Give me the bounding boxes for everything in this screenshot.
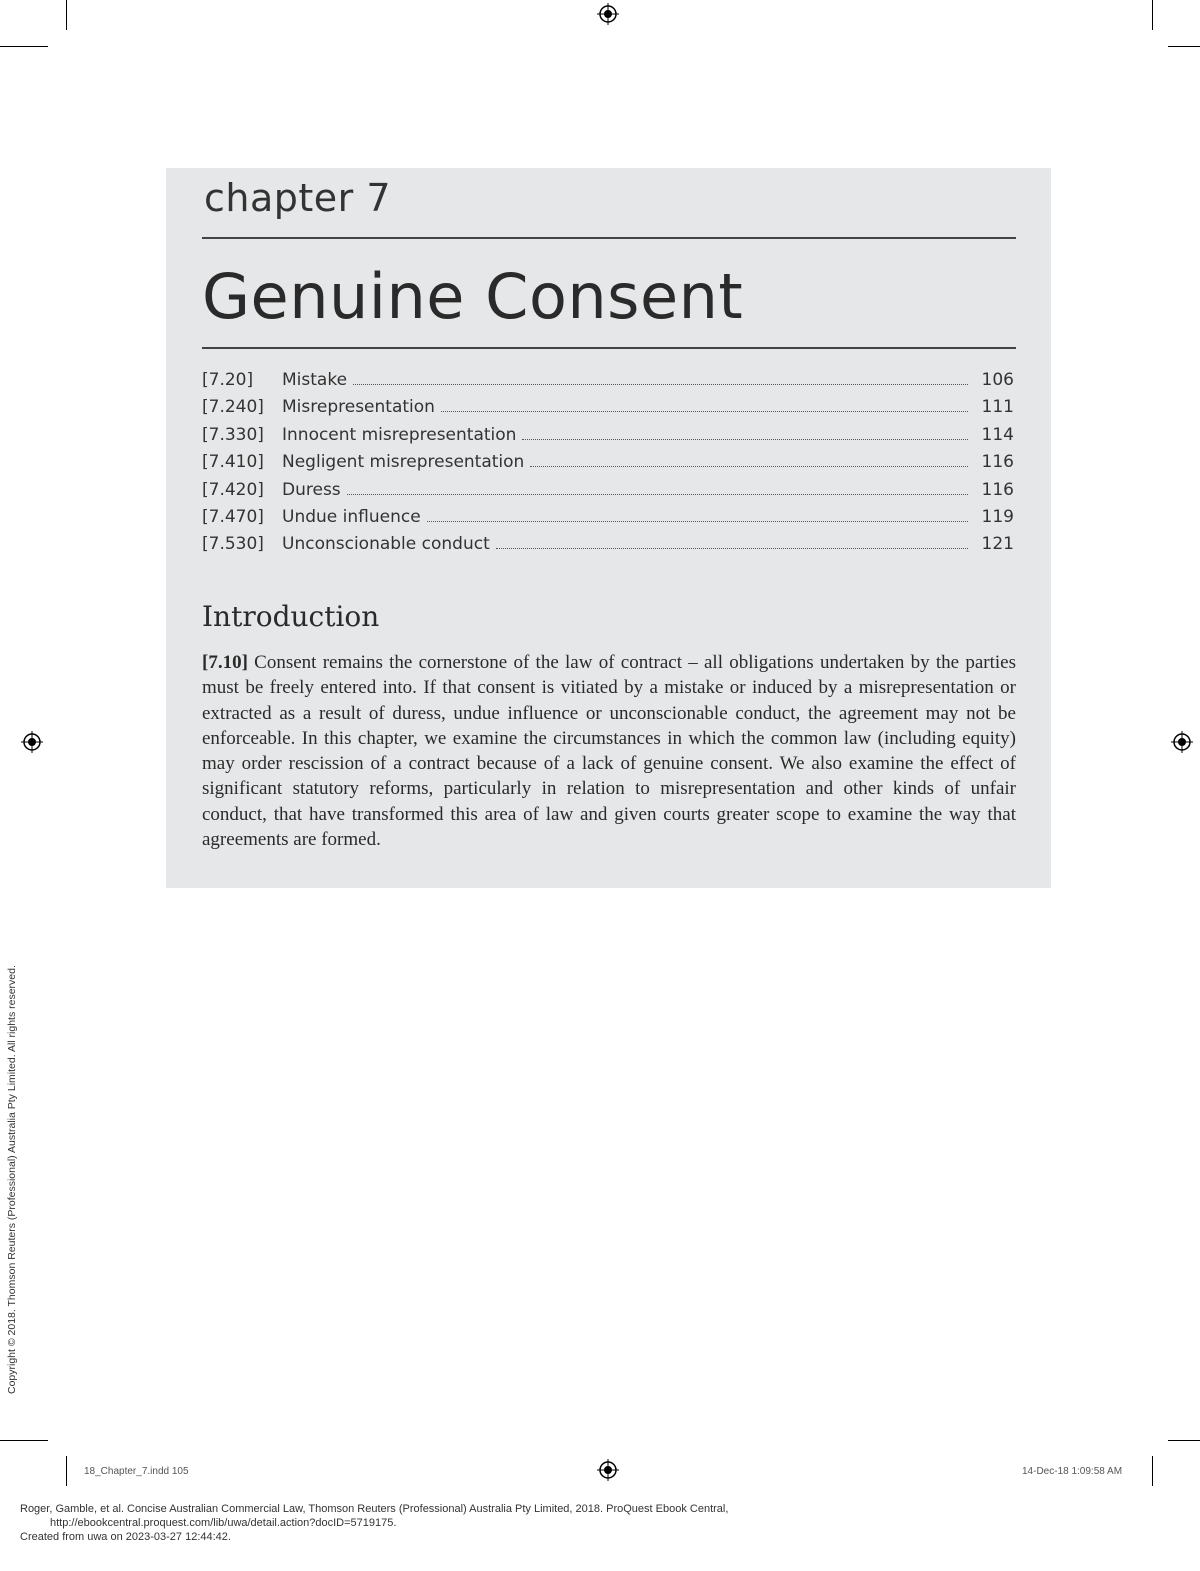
citation-url[interactable]: http://ebookcentral.proquest.com/lib/uwa/detail.action?docID=5719175. <box>50 1517 397 1529</box>
divider <box>202 347 1016 349</box>
table-of-contents <box>202 370 1016 562</box>
toc-title: Negligent misrepresentation <box>282 452 525 473</box>
toc-entry[interactable] <box>202 370 1016 397</box>
registration-mark-icon <box>597 1459 619 1481</box>
citation-line: Roger, Gamble, et al. Concise Australian Commercial Law, Thomson Reuters (Professional) Australia Pty Limited, 2018. ProQuest Ebook Central, <box>20 1503 729 1515</box>
chapter-label: chapter 7 <box>204 176 392 220</box>
toc-entry[interactable] <box>202 534 1016 561</box>
toc-leader <box>530 465 968 467</box>
toc-leader <box>427 520 968 522</box>
slug-left: 18_Chapter_7.indd 105 <box>84 1466 189 1477</box>
toc-title: Innocent misrepresentation <box>282 424 517 445</box>
toc-ref: [7.410] <box>202 452 264 473</box>
toc-page: 106 <box>981 370 1014 390</box>
toc-ref: [7.330] <box>202 424 264 445</box>
toc-title: Undue influence <box>282 506 421 527</box>
toc-ref: [7.470] <box>202 506 264 527</box>
toc-page: 114 <box>981 424 1014 445</box>
toc-page: 111 <box>981 397 1014 418</box>
crop-mark <box>1152 0 1153 30</box>
toc-title: Unconscionable conduct <box>282 534 490 555</box>
toc-entry[interactable] <box>202 425 1016 452</box>
citation-footer <box>20 1502 1180 1544</box>
toc-title: Mistake <box>282 370 348 390</box>
toc-ref: [7.420] <box>202 479 264 500</box>
crop-mark <box>0 1440 48 1441</box>
side-copyright: Copyright © 2018. Thomson Reuters (Professional) Australia Pty Limited. All rights reserved. <box>6 965 18 1394</box>
chapter-opener-panel <box>166 168 1051 888</box>
toc-leader <box>353 383 968 385</box>
crop-mark <box>66 1456 67 1486</box>
toc-page: 116 <box>981 452 1014 473</box>
toc-leader <box>347 493 968 495</box>
toc-page: 121 <box>981 534 1014 555</box>
toc-ref: [7.240] <box>202 397 264 418</box>
toc-title: Misrepresentation <box>282 397 435 418</box>
registration-mark-icon <box>597 3 619 25</box>
citation-created: Created from uwa on 2023-03-27 12:44:42. <box>20 1531 231 1543</box>
chapter-title: Genuine Consent <box>202 260 744 333</box>
slug-right: 14-Dec-18 1:09:58 AM <box>1022 1466 1123 1477</box>
toc-entry[interactable] <box>202 397 1016 424</box>
crop-mark <box>0 46 48 47</box>
toc-leader <box>496 547 968 549</box>
crop-mark <box>1168 1440 1200 1441</box>
section-heading: Introduction <box>202 600 380 633</box>
crop-mark <box>1152 1456 1153 1486</box>
toc-entry[interactable] <box>202 480 1016 507</box>
toc-leader <box>522 438 968 440</box>
toc-title: Duress <box>282 479 341 500</box>
toc-leader <box>441 410 968 412</box>
toc-ref: [7.530] <box>202 534 264 555</box>
divider <box>202 237 1016 239</box>
toc-entry[interactable] <box>202 452 1016 479</box>
paragraph-text: Consent remains the cornerstone of the law of contract – all obligations undertaken by the parties must be freely entered into. If that consent is vitiated by a mistake or induced by a misrepresentation or extracted as a result of duress, undue influence or unconscionable conduct, the agreement may not be enforceable. In this chapter, we examine the circumstances in which the common law (including equity) may order rescission of a contract because of a lack of genuine consent. We also examine the effect of significant statutory reforms, particularly in relation to misrepresentation and other kinds of unfair conduct, that have transformed this area of law and given courts greater scope to examine the way that agreements are formed. <box>202 652 1016 851</box>
registration-mark-icon <box>1171 731 1193 753</box>
toc-page: 116 <box>981 479 1014 500</box>
paragraph-ref: [7.10] <box>202 652 248 673</box>
crop-mark <box>66 0 67 30</box>
intro-paragraph <box>202 650 1016 852</box>
registration-mark-icon <box>21 731 43 753</box>
toc-page: 119 <box>981 506 1014 527</box>
crop-mark <box>1168 46 1200 47</box>
toc-entry[interactable] <box>202 507 1016 534</box>
toc-ref: [7.20] <box>202 370 254 390</box>
